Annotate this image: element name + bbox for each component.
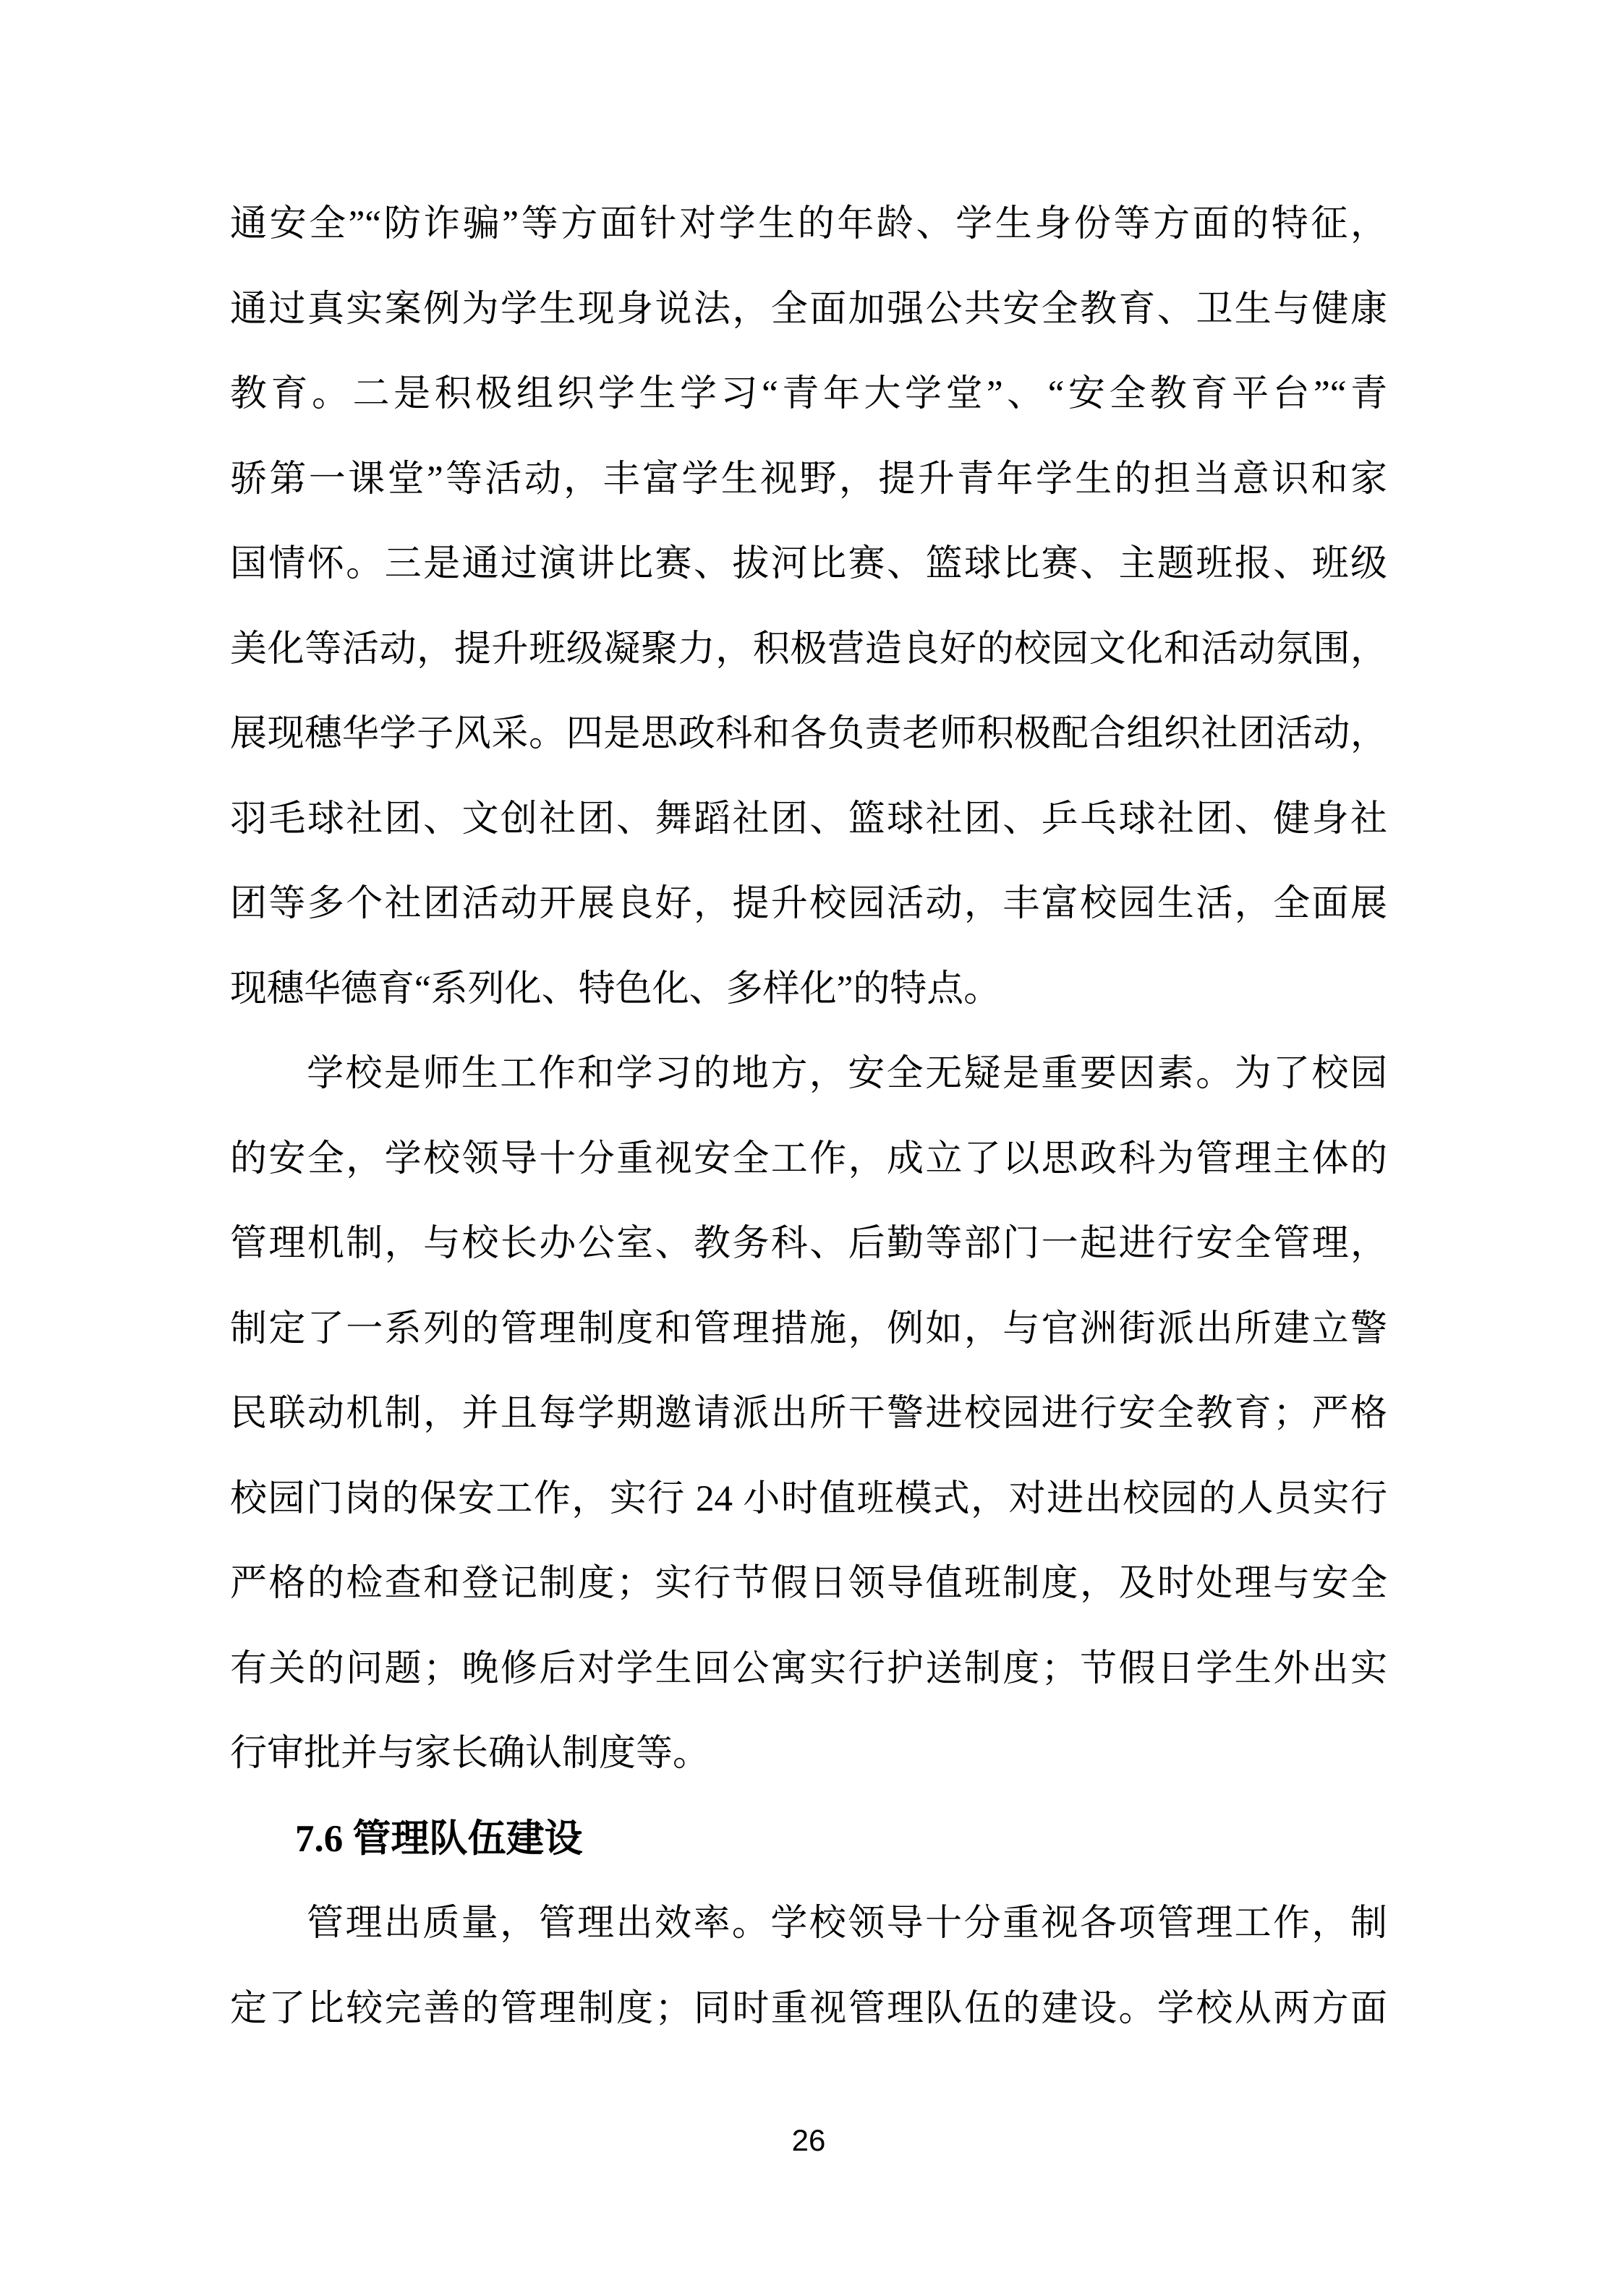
paragraph [230, 182, 1387, 1032]
text-line: 有关的问题；晚修后对学生回公寓实行护送制度；节假日学生外出实 [230, 1648, 1387, 1689]
text-line: 骄第一课堂”等活动，丰富学生视野，提升青年学生的担当意识和家 [230, 458, 1387, 500]
text-line: 团等多个社团活动开展良好，提升校园活动，丰富校园生活，全面展 [230, 884, 1387, 924]
text-line: 现穗华德育“系列化、特色化、多样化”的特点。 [230, 968, 1001, 1010]
text-line: 国情怀。三是通过演讲比赛、拔河比赛、篮球比赛、主题班报、班级 [230, 544, 1387, 584]
text-line: 校园门岗的保安工作，实行 24 小时值班模式，对进出校园的人员实行 [230, 1478, 1387, 1519]
text-line: 羽毛球社团、文创社团、舞蹈社团、篮球社团、乒乓球社团、健身社 [230, 798, 1387, 840]
text-line: 严格的检查和登记制度；实行节假日领导值班制度，及时处理与安全 [230, 1563, 1387, 1604]
text-line: 管理机制，与校长办公室、教务科、后勤等部门一起进行安全管理， [230, 1224, 1387, 1264]
text-line: 通安全”“防诈骗”等方面针对学生的年龄、学生身份等方面的特征， [230, 204, 1387, 244]
paragraph [230, 1882, 1387, 2052]
text-line: 学校是师生工作和学习的地方，安全无疑是重要因素。为了校园 [307, 1054, 1387, 1094]
page-body-text [230, 182, 1387, 2052]
text-line: 制定了一系列的管理制度和管理措施，例如，与官洲街派出所建立警 [230, 1308, 1387, 1349]
text-line: 管理出质量，管理出效率。学校领导十分重视各项管理工作，制 [307, 1903, 1387, 1944]
text-line: 展现穗华学子风采。四是思政科和各负责老师积极配合组织社团活动， [230, 714, 1387, 754]
text-line: 通过真实案例为学生现身说法，全面加强公共安全教育、卫生与健康 [230, 289, 1387, 330]
page-footer [230, 2119, 1387, 2162]
heading-text: 7.6 管理队伍建设 [295, 1817, 583, 1860]
text-line: 定了比较完善的管理制度；同时重视管理队伍的建设。学校从两方面 [230, 1988, 1387, 2029]
section-heading [230, 1797, 1387, 1882]
text-line: 美化等活动，提升班级凝聚力，积极营造良好的校园文化和活动氛围， [230, 628, 1387, 670]
text-line: 教育。二是积极组织学生学习“青年大学堂”、“安全教育平台”“青 [230, 374, 1387, 414]
text-line: 行审批并与家长确认制度等。 [230, 1733, 710, 1774]
paragraph [230, 1032, 1387, 1797]
text-line: 的安全，学校领导十分重视安全工作，成立了以思政科为管理主体的 [230, 1138, 1387, 1179]
text-line: 民联动机制，并且每学期邀请派出所干警进校园进行安全教育；严格 [230, 1394, 1387, 1434]
page-number: 26 [791, 2123, 826, 2157]
